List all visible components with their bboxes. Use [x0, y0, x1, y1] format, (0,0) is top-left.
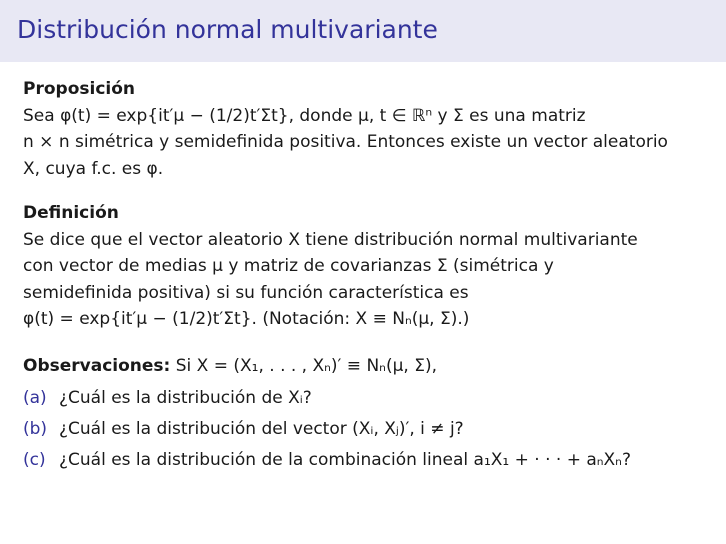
- definition-line: φ(t) = exp{it′μ − (1/2)t′Σt}. (Notación: X ≡ Nₙ(μ, Σ).): [23, 309, 470, 329]
- list-item: [23, 445, 713, 476]
- spacer: [23, 182, 713, 200]
- item-text: ¿Cuál es la distribución de Xᵢ?: [59, 388, 312, 408]
- definition-line: Se dice que el vector aleatorio X tiene distribución normal multivariante: [23, 229, 638, 250]
- item-label: (a): [23, 388, 47, 408]
- list-item: [23, 414, 713, 445]
- definition-line: con vector de medias μ y matriz de covarianzas Σ (simétrica y: [23, 256, 554, 276]
- definition-line: semidefinida positiva) si su función característica es: [23, 282, 469, 303]
- list-item: [23, 383, 713, 414]
- slide-content: [23, 76, 713, 476]
- proposition-line: Sea φ(t) = exp{it′μ − (1/2)t′Σt}, donde μ, t ∈ ℝⁿ y Σ es una matriz: [23, 105, 586, 126]
- observations-list: [23, 383, 713, 476]
- item-text: ¿Cuál es la distribución del vector (Xᵢ, Xⱼ)′, i ≠ j?: [59, 419, 464, 439]
- observations-heading: Observaciones:: [23, 355, 171, 376]
- slide-title: Distribución normal multivariante: [17, 15, 438, 44]
- item-label: (b): [23, 419, 48, 439]
- definition-block: [23, 200, 713, 333]
- item-label: (c): [23, 450, 46, 470]
- proposition-block: [23, 76, 713, 182]
- observations-line: [23, 353, 713, 380]
- definition-heading: Definición: [23, 203, 119, 223]
- proposition-heading: Proposición: [23, 79, 136, 99]
- item-text: ¿Cuál es la distribución de la combinación lineal a₁X₁ + · · · + aₙXₙ?: [59, 450, 631, 470]
- spacer: [23, 333, 713, 353]
- observations-block: [23, 353, 713, 477]
- observations-text: Si X = (X₁, . . . , Xₙ)′ ≡ Nₙ(μ, Σ),: [170, 355, 437, 376]
- proposition-line: n × n simétrica y semidefinida positiva. Entonces existe un vector aleatorio: [23, 132, 668, 152]
- proposition-line: X, cuya f.c. es φ.: [23, 158, 164, 179]
- title-bar: [0, 0, 726, 62]
